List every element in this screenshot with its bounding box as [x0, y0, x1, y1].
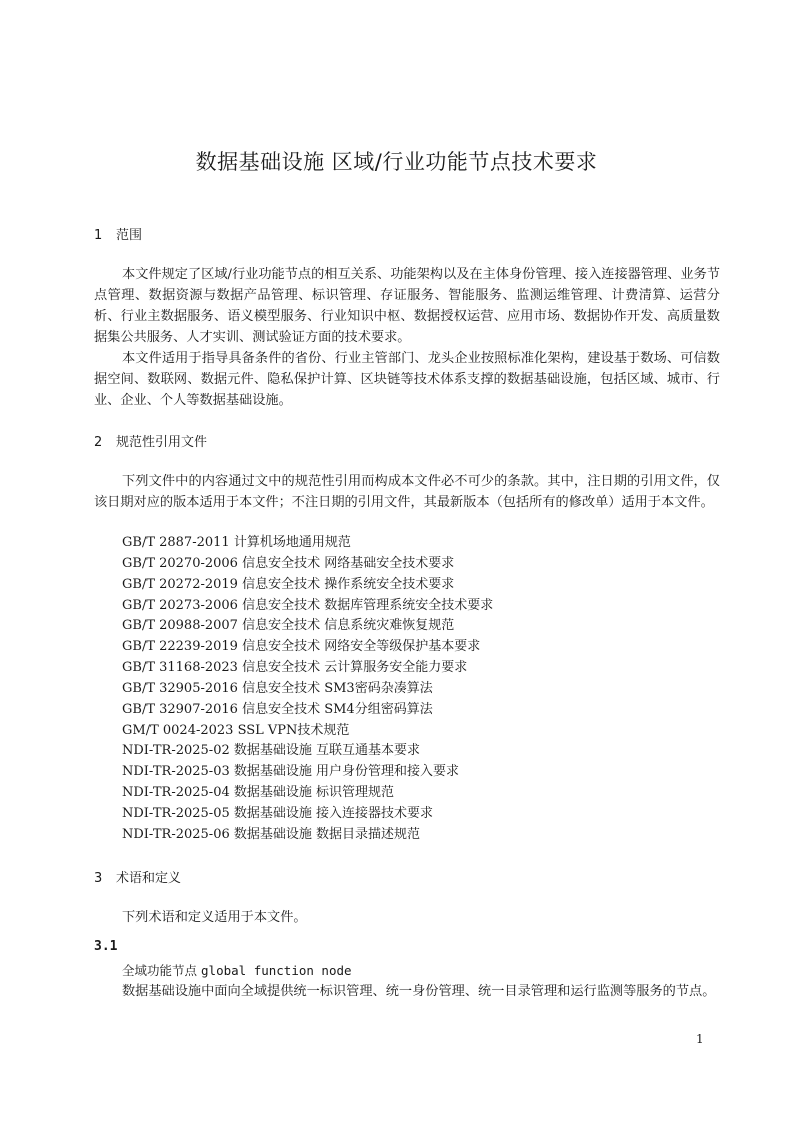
reference-item: GB/T 20273-2006 信息安全技术 数据库管理系统安全技术要求 — [122, 597, 494, 613]
reference-item: NDI-TR-2025-05 数据基础设施 接入连接器技术要求 — [122, 805, 433, 821]
scope-paragraph-2: 本文件适用于指导具备条件的省份、行业主管部门、龙头企业按照标准化架构，建设基于数场、可信数据空间、数联网、数据元件、隐私保护计算、区块链等技术体系支撑的数据基础设施，包括区域、城市、行业、企业、个人等数据基础设施。 — [94, 351, 720, 408]
reference-item: NDI-TR-2025-04 数据基础设施 标识管理规范 — [122, 785, 394, 801]
document-title: 数据基础设施 区域/行业功能节点技术要求 — [195, 150, 598, 174]
reference-item: GB/T 2887-2011 计算机场地通用规范 — [122, 535, 351, 550]
reference-item: NDI-TR-2025-02 数据基础设施 互联互通基本要求 — [122, 743, 420, 759]
reference-item: GB/T 20988-2007 信息安全技术 信息系统灾难恢复规范 — [122, 618, 455, 634]
term-name-en: global function node — [201, 963, 352, 978]
page-number: 1 — [696, 1032, 704, 1046]
section-heading-references — [94, 431, 207, 450]
reference-item: NDI-TR-2025-03 数据基础设施 用户身份管理和接入要求 — [122, 764, 459, 780]
references-intro: 下列文件中的内容通过文中的规范性引用而构成本文件必不可少的条款。其中，注日期的引用文件，仅该日期对应的版本适用于本文件；不注日期的引用文件，其最新版本（包括所有的修改单）适用于本文件。 — [94, 474, 720, 510]
term-name — [122, 961, 352, 979]
reference-item: NDI-TR-2025-06 数据基础设施 数据目录描述规范 — [122, 826, 420, 842]
section-title: 范围 — [116, 228, 143, 243]
section-number: 1 — [94, 228, 103, 243]
section-heading-scope — [94, 224, 142, 243]
term-name-cn: 全域功能节点 — [122, 963, 198, 978]
section-number: 2 — [94, 435, 103, 450]
term-number: 3.1 — [94, 939, 118, 954]
section-title: 术语和定义 — [116, 871, 182, 886]
reference-item: GB/T 22239-2019 信息安全技术 网络安全等级保护基本要求 — [122, 639, 481, 655]
reference-item: GB/T 31168-2023 信息安全技术 云计算服务安全能力要求 — [122, 660, 468, 676]
reference-item: GB/T 32905-2016 信息安全技术 SM3密码杂凑算法 — [122, 680, 433, 696]
reference-item: GB/T 20270-2006 信息安全技术 网络基础安全技术要求 — [122, 555, 455, 571]
term-definition: 数据基础设施中面向全域提供统一标识管理、统一身份管理、统一目录管理和运行监测等服务的节点。 — [122, 984, 716, 999]
reference-item: GM/T 0024-2023 SSL VPN技术规范 — [122, 722, 350, 738]
scope-paragraph-1: 本文件规定了区域/行业功能节点的相互关系、功能架构以及在主体身份管理、接入连接器管理、业务节点管理、数据资源与数据产品管理、标识管理、存证服务、智能服务、监测运维管理、计费清算、运营分析、行业主数据服务、语义模型服务、行业知识中枢、数据授权运营、应用市场、数据协作开发、高质量数据集公共服务、人才实训、测试验证方面的技术要求。 — [94, 267, 720, 345]
section-title: 规范性引用文件 — [116, 435, 208, 450]
section-heading-terms — [94, 867, 181, 886]
section-number: 3 — [94, 871, 103, 886]
reference-list — [122, 533, 493, 846]
reference-item: GB/T 32907-2016 信息安全技术 SM4分组密码算法 — [122, 701, 433, 717]
reference-item: GB/T 20272-2019 信息安全技术 操作系统安全技术要求 — [122, 576, 455, 592]
terms-intro: 下列术语和定义适用于本文件。 — [122, 910, 307, 925]
